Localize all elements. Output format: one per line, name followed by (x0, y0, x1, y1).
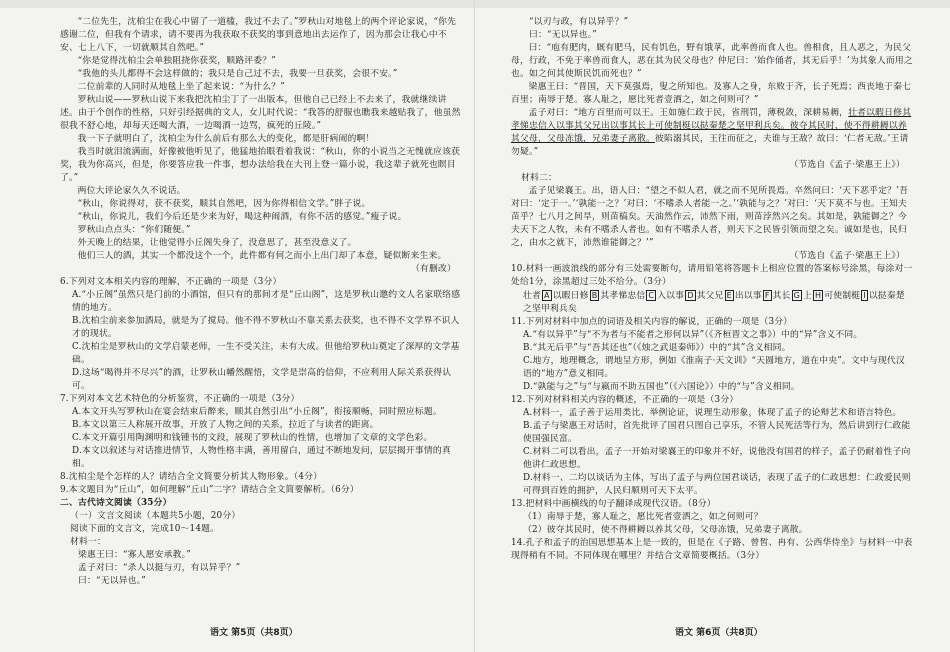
paragraph (511, 107, 913, 159)
text-line: 曰：“无以异也。” (78, 576, 146, 586)
text-line: “以刃与政，有以异乎？” (529, 17, 629, 27)
option: D.“孰能与之”与“与嬴而不助五国也”（《六国论》）中的“与”含义相同。 (523, 382, 800, 392)
text-span: 其父兄 (696, 291, 724, 301)
option: D.这场“喝得并不尽兴”的酒，让罗秋山幡然醒悟，文学是崇高的信仰，不应利用人际关系获得认可。 (72, 368, 452, 391)
page-footer: 语文 第5页（共8页） (210, 628, 298, 638)
break-option-b: B (591, 291, 598, 300)
subsection-heading: （一）文言文阅读（本题共5小题，20分） (70, 511, 241, 521)
sub-question: （1）南辱于楚，寡人耻之，愿比死者壹洒之，如之何则可？ (523, 512, 763, 522)
text-span: 以挞秦楚之坚甲利兵矣 (523, 291, 905, 314)
paragraph: “二位先生，沈柏尘在我心中留了一道槛，我过不去了。”罗秋山对地毯上的两个评论家说，“你先感谢二位，但我有个请求，请不要再为我获取不获奖的事到意地出去运作了，因为那会让我心中不安、七上八下，一切就顺其自然吧。” (60, 17, 457, 53)
page-footer: 语文 第6页（共8页） (675, 628, 763, 638)
question-8: 8.沈柏尘是个怎样的人？请结合全文简要分析其人物形象。（4分） (60, 472, 323, 482)
paragraph: “我他的头儿都得不会这样做的；我只是自己过不去，我要一旦获奖，会很不安。” (77, 69, 398, 79)
break-option-d: D (687, 291, 694, 300)
paragraph: 梁惠王曰：“晋国，天下莫强焉，叟之所知也。及寡人之身，东败于齐，长子死焉；西丧地于秦七百里；南辱于楚。寡人耻之，愿比死者壹洒之，如之何则可？” (511, 82, 912, 105)
break-option-e: E (726, 291, 732, 300)
section-heading: 二、古代诗文阅读（35分） (60, 498, 172, 508)
text-span: 出以事 (734, 291, 762, 301)
paragraph: 罗秋山点点头：“你们随便。” (77, 225, 191, 235)
question-7: 7.下列对本文艺术特色的分析鉴赏，不正确的一项是（3分） (60, 394, 300, 404)
text-span: 其长 (772, 291, 791, 301)
text-span: 上 (803, 291, 813, 301)
paragraph: 我一下子就明白了，沈柏尘为什么前后有那么大的变化，都是肝病闹的啊！ (77, 134, 375, 144)
text-span: 入以事 (657, 291, 685, 301)
option: C.本文开篇引用陶渊明和钱锺书的文段，展现了罗秋山的性情，也增加了文章的文学色彩。 (72, 433, 433, 443)
paragraph: 我当时就泪流满面，好像被他听见了，他猛地抬眼看着我说：“秋山，你的小说当之无愧就应该获奖，我为你高兴，但是，你要答应我一件事，想办法给我在大刊上登一篇小说，我这辈子就死也瞑目了。” (60, 147, 461, 183)
text-span: 孟子对曰：“地方百里而可以王。王如施仁政于民，省刑罚，薄税敛，深耕易耨， (528, 108, 849, 118)
option: A.材料一，孟子善于运用类比、举例论证，说理生动形象，体现了孟子的论辩艺术和语言特色。 (523, 408, 902, 418)
material-label: 材料二： (521, 173, 557, 183)
break-option-i: I (863, 291, 866, 300)
paragraph: 他们三人的酒，其实一个都没这个一个，此件都有何之而小上出门却了本意，疑似断来生来。 (77, 251, 447, 261)
option: B.“其无后乎”与“吾其还也”（《烛之武退秦师》）中的“其”含义相同。 (523, 343, 791, 353)
break-option-a: A (544, 291, 550, 300)
wavy-underlined-text: 壮者以暇日修其孝悌忠信入以事其父兄出以事其长上可使制梃以挞秦楚之坚甲利兵矣。彼夺其民时，使不得耕耨以养其父母，父母冻饿，兄弟妻子离散。 (511, 108, 912, 144)
option: B.沈柏尘前来参加酒局，就是为了搅局。他不得不罗秋山不靠关系去获奖，也不得不文学界不识人才的现状。 (72, 316, 460, 339)
text-line: 梁惠王曰：“寡人愿安承教。” (78, 550, 191, 560)
instruction: 阅读下面的文言文，完成10～14题。 (70, 524, 220, 534)
page-6 (475, 0, 950, 652)
text-span: 可使制梃 (824, 291, 861, 301)
source-note: （节选自《孟子·梁惠王上》） (789, 251, 905, 261)
question-11: 11.下列对材料中加点的词语及相关内容的解说，正确的一项是（3分） (511, 317, 793, 327)
question-12: 12.下列对材料相关内容的概述，不正确的一项是（3分） (511, 395, 739, 405)
source-note: （节选自《孟子·梁惠王上》） (789, 160, 905, 170)
option: B.孟子与梁惠王对话时，首先批评了国君只图自己享乐，不管人民死活等行为，然后讲到行仁政能使国强民富。 (523, 421, 911, 444)
option: D.材料一、二均以谈话为主体，写出了孟子与两位国君谈话，表现了孟子的仁政思想：仁政爱民则可得到百姓的拥护，人民归顺则可天下太平。 (523, 473, 911, 496)
break-option-h: H (815, 291, 822, 300)
question-14: 14.孔子和孟子的治国思想基本上是一致的，但是在《子路、曾皙、冉有、公西华侍坐》与材料一中表现得稍有不同。不同体现在哪里？并结合文章简要概括。（3分） (511, 538, 913, 561)
option: C.地方，地理概念，谓地呈方形，例如《淮南子·天文训》“天圆地方，道在中央”。文中与现代汉语的“地方”意义相同。 (523, 356, 905, 379)
paragraph: 曰：“庖有肥肉，厩有肥马，民有饥色，野有饿莩，此率兽而食人也。兽相食，且人恶之，为民父母，行政，不免于率兽而食人，恶在其为民父母也？仲尼曰：‘始作俑者，其无后乎！’为其象人而用之也。如之何其使斯民饥而死也？” (511, 43, 913, 79)
paragraph: 孟子见梁襄王。出，语人曰：“望之不似人君，就之而不见所畏焉。卒然问曰：‘天下恶乎定？’吾对曰：‘定于一。’‘孰能一之？’对曰：‘不嗜杀人者能一之。’‘孰能与之？’对曰：‘天下莫不与也。王知夫苗乎？七八月之间旱，则苗槁矣。天油然作云，沛然下雨，则苗浡然兴之矣。其如是，孰能御之？今夫天下之人牧，未有不嗜杀人者也。如有不嗜杀人者，则天下之民皆引领而望之矣。诚如是也，民归之，由水之就下，沛然谁能御之？’” (511, 186, 909, 248)
break-option-c: C (648, 291, 655, 300)
text-span: 彼陷溺其民，王往而征之，夫谁与王敌？故曰：‘仁者无敌。’王请勿疑。” (511, 134, 909, 157)
material-label: 材料一： (70, 537, 106, 547)
text-span: 其孝悌忠信 (600, 291, 646, 301)
option: A.“小丘阁”虽然只是门前的小酒馆，但只有的那间才是“丘山阁”，这是罗秋山邀约文人名家联络感情的地方。 (72, 290, 461, 313)
paragraph: “秋山，你说儿，我们今后还是少来为好，喝这种闹酒，有你不活的感觉。”瘦子说。 (77, 212, 407, 222)
paragraph: “秋山，你说得对，获不获奖，顺其自然吧，因为你得相信文学。”胖子说。 (77, 199, 371, 209)
break-option-g: G (793, 291, 801, 300)
paragraph: 罗秋山说——罗秋山说下来我把沈柏尘丁了一出版本，但他自己已经上不去来了，我就继续讲述。由于个创作的性格，只好引经据典的文人，女儿时代说：“我答的舒服也瞧我来越贴我了，他虽然很我不舒心地，却每天还喝大酒，一边喝酒一边骂，疯死的丘陵。” (60, 95, 461, 131)
option: C.沈柏尘是罗秋山的文学启蒙老师，一生不受关注，未有大成。但他给罗秋山奠定了深厚的文学基础。 (72, 342, 460, 365)
question-9: 9.本文题目为“丘山”，如何理解“丘山”二字？请结合全文简要解析。（6分） (60, 485, 359, 495)
source-note: （有删改） (411, 264, 456, 274)
paragraph: 两位大评论家久久不说话。 (77, 186, 186, 196)
sentence-break-options (511, 289, 913, 316)
paragraph: 外天晚上的结果，让他觉得小丘阁失身了，没意思了，甚至没意义了。 (77, 238, 357, 248)
paragraph: 二位前辈的人同时从地毯上坐了起来说：“为什么？” (77, 82, 285, 92)
question-6: 6.下列对文本相关内容的理解，不正确的一项是（3分） (60, 277, 282, 287)
page-6-column (511, 16, 913, 563)
option: C.材料二可以看出，孟子一开始对梁襄王的印象并不好，说他没有国君的样子，孟子仍耐着性子向他讲仁政思想。 (523, 447, 911, 470)
option: A.“有以异乎”与“不为者与不能者之形何以异”（《齐桓晋文之事》）中的“异”含义不同。 (523, 330, 863, 340)
text-span: 以暇日修 (552, 291, 589, 301)
paragraph: “你是觉得沈柏尘会单独阻挠你获奖，顺路评委？” (77, 56, 276, 66)
option: D.本文以叙述与对话推进情节，人物性格丰满，善用留白，通过不断地发问，层层揭开事情的真相。 (72, 446, 451, 469)
question-10: 10.材料一画波浪线的部分有三处需要断句，请用铅笔将答题卡上相应位置的答案标号涂黑，每涂对一处给1分，涂黑超过三处不给分。（3分） (511, 264, 913, 287)
option: A.本文开头写罗秋山在宴会结束后醉来，顺其自然引出“小丘阁”，衔接顺畅，同时照应标题。 (72, 407, 442, 417)
text-span: 壮者 (523, 291, 541, 301)
question-13: 13.把材料中画横线的句子翻译成现代汉语。（8分） (511, 499, 716, 509)
page-5-column (60, 16, 464, 588)
text-line: 孟子对曰：“杀人以挺与刃，有以异乎？” (78, 563, 241, 573)
option: B.本文以第三人称展开故事，开放了人物之间的关系，拉近了与读者的距离。 (72, 420, 379, 430)
text-line: 曰：“无以异也。” (529, 30, 597, 40)
sub-question: （2）彼夺其民时，使不得耕耨以养其父母，父母冻饿，兄弟妻子离散。 (523, 525, 808, 535)
break-option-f: F (764, 291, 770, 300)
